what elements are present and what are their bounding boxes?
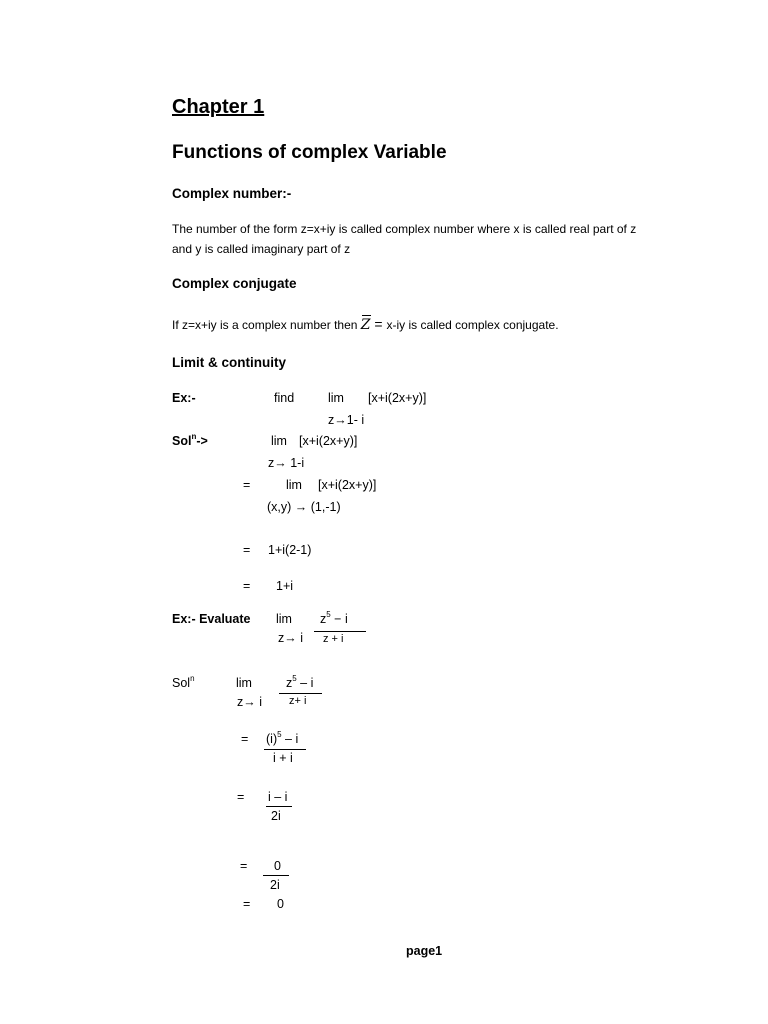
chapter-heading: Chapter 1 — [172, 96, 265, 118]
numerator-rest: − i — [330, 612, 348, 626]
final-result: 1+i — [276, 579, 294, 593]
solution-superscript: n — [191, 432, 197, 441]
numerator-exponent: 5 — [277, 730, 282, 739]
section-heading-complex-number: Complex number:- — [172, 186, 292, 201]
fraction-numerator: 0 — [274, 859, 281, 873]
lim-operator: lim — [328, 391, 344, 405]
equals-sign: = — [237, 790, 245, 804]
fraction-bar — [266, 806, 292, 807]
limit-expression: [x+i(2x+y)] — [299, 434, 358, 448]
lim-operator: lim — [286, 478, 302, 492]
equals-sign: = — [241, 732, 249, 746]
conjugate-text-pre: If z=x+iy is a complex number then — [172, 318, 361, 332]
conjugate-definition — [172, 314, 559, 335]
section-heading-complex-conjugate: Complex conjugate — [172, 276, 297, 291]
step-result: 1+i(2-1) — [268, 543, 312, 557]
numerator-rest: – i — [281, 732, 299, 746]
limit-expression: [x+i(2x+y)] — [368, 391, 427, 405]
equals-sign: = — [243, 543, 251, 557]
equals-sign: = — [243, 579, 251, 593]
numerator-base: z — [286, 676, 293, 690]
final-result: 0 — [277, 897, 284, 911]
z-bar-symbol: Z — [360, 317, 371, 333]
limit-expression: [x+i(2x+y)] — [318, 478, 377, 492]
limit-approach: z→1- i — [328, 413, 365, 427]
example-label: Ex:- — [172, 391, 196, 405]
lim-operator: lim — [276, 612, 292, 626]
fraction-bar — [264, 749, 306, 750]
numerator-base: z — [320, 612, 327, 626]
limit-approach: (x,y) → (1,-1) — [267, 500, 341, 514]
fraction-denominator: 2i — [271, 809, 281, 823]
fraction-denominator: 2i — [270, 878, 280, 892]
fraction-numerator — [266, 732, 298, 746]
paragraph-line: and y is called imaginary part of z — [172, 242, 351, 256]
fraction-denominator: z + i — [323, 633, 344, 645]
lim-operator: lim — [271, 434, 287, 448]
page-number: page1 — [406, 944, 443, 958]
lim-operator: lim — [236, 676, 252, 690]
solution-label — [172, 676, 195, 690]
solution-text: Sol — [172, 434, 192, 448]
section-heading-limit: Limit & continuity — [172, 355, 286, 370]
equals-sign: = — [240, 859, 248, 873]
fraction-denominator: z+ i — [289, 695, 307, 707]
fraction-denominator: i + i — [273, 751, 293, 765]
solution-superscript: n — [190, 674, 195, 683]
limit-approach: z→ i — [237, 695, 262, 709]
fraction-numerator — [286, 676, 313, 690]
solution-arrow: -> — [196, 434, 208, 448]
equals-sign: = — [243, 897, 251, 911]
paragraph-line: The number of the form z=x+iy is called complex number where x is called real part of z — [172, 222, 637, 236]
example-label: Ex:- Evaluate — [172, 612, 251, 626]
fraction-numerator — [320, 612, 348, 626]
equals-sign: = — [243, 478, 251, 492]
find-label: find — [274, 391, 295, 405]
fraction-bar — [263, 875, 289, 876]
numerator-exponent: 5 — [292, 674, 297, 683]
numerator-base: (i) — [266, 732, 278, 746]
page-title: Functions of complex Variable — [172, 142, 447, 163]
equals-sign: = — [370, 316, 387, 332]
solution-text: Sol — [172, 676, 191, 690]
fraction-numerator: i – i — [268, 790, 288, 804]
fraction-bar — [279, 693, 322, 694]
fraction-bar — [314, 631, 366, 632]
numerator-exponent: 5 — [326, 610, 331, 619]
limit-approach: z→ 1-i — [268, 456, 305, 470]
conjugate-text-post: x-iy is called complex conjugate. — [386, 318, 559, 332]
limit-approach: z→ i — [278, 631, 303, 645]
numerator-rest: – i — [296, 676, 314, 690]
solution-label — [172, 434, 208, 448]
